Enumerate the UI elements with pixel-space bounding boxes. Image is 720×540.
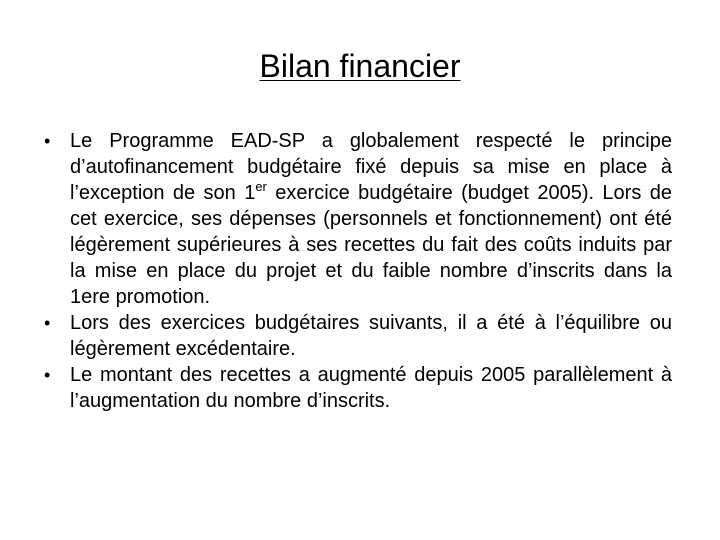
bullet-dot-icon: •: [44, 313, 51, 333]
bullet-text-part: exercice budgétaire (budget 2005). Lors de cet exercice, ses dépenses (personnels et fonctionnement) ont été légèrement supérieures à ses recettes du fait des coûts induits par la mise en place du projet et du faible nombre d’inscrits dans la 1ere promotion.: [70, 182, 672, 308]
slide-title: Bilan financier: [259, 48, 461, 84]
bullet-text: Le montant des recettes a augmenté depuis 2005 parallèlement à l’augmentation du nombre d’inscrits.: [70, 364, 672, 412]
bullet-list: [44, 128, 672, 414]
bullet-dot-icon: •: [44, 365, 51, 385]
bullet-item: [44, 310, 672, 362]
bullet-text-part: Le Programme EAD-SP a globalement respecté le principe d’autofinancement budgétaire fixé depuis sa mise en place à l’exception de son 1: [70, 130, 672, 204]
bullet-dot-icon: •: [44, 131, 51, 151]
ordinal-superscript: er: [255, 179, 267, 194]
bullet-text: Lors des exercices budgétaires suivants, il a été à l’équilibre ou légèrement excédentaire.: [70, 312, 672, 360]
bullet-item: [44, 128, 672, 310]
bullet-item: [44, 362, 672, 414]
